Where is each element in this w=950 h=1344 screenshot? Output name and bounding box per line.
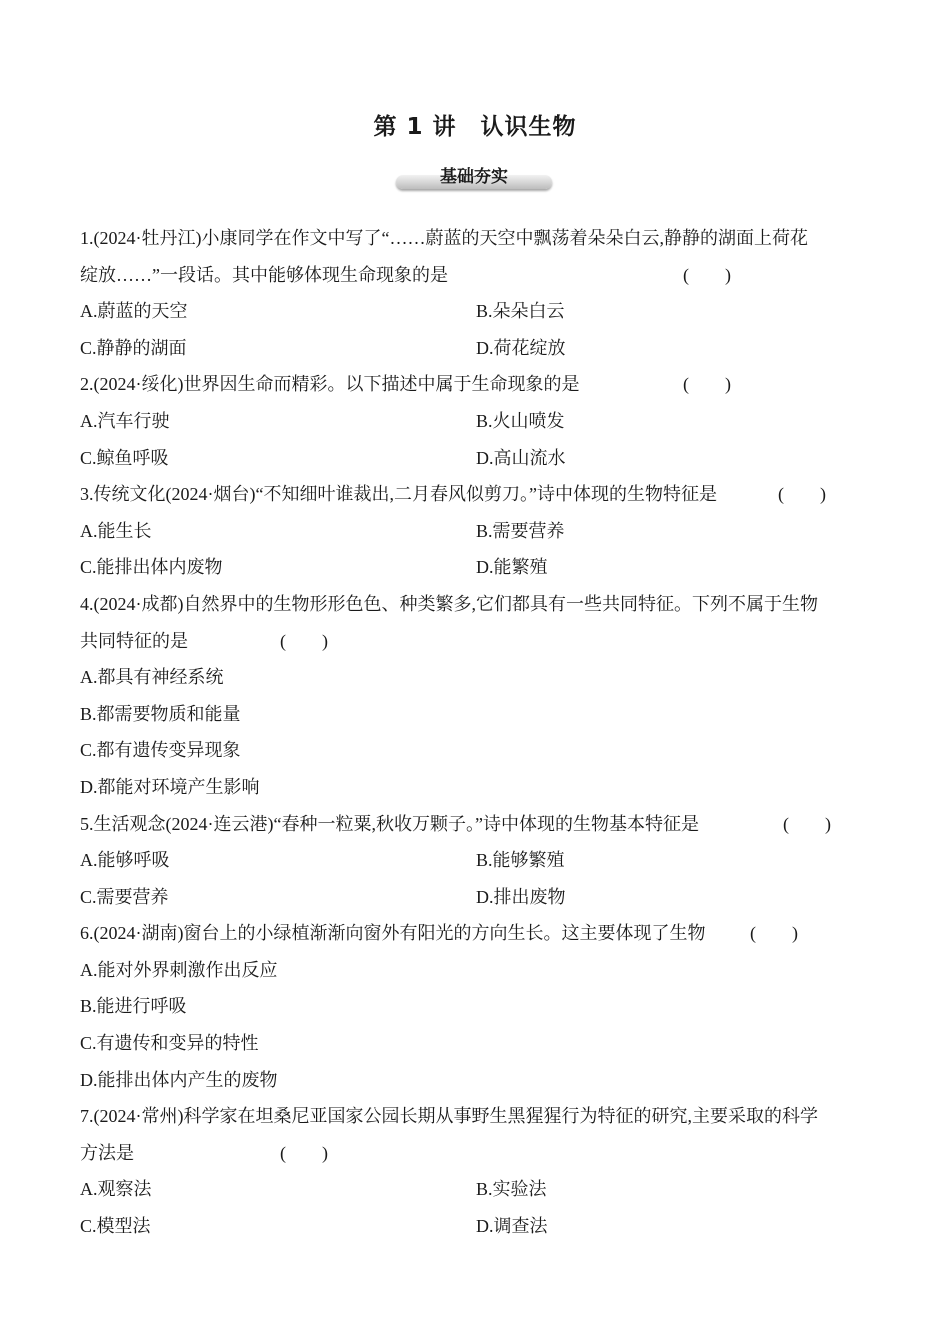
question-3 bbox=[80, 476, 872, 586]
section-badge bbox=[396, 160, 552, 192]
option-7-c[interactable]: C.模型法 bbox=[80, 1216, 151, 1237]
question-1 bbox=[80, 220, 872, 366]
answer-blank-4[interactable]: ( ) bbox=[280, 630, 328, 651]
question-4-line-2: 共同特征的是 bbox=[80, 630, 188, 651]
option-1-b[interactable]: B.朵朵白云 bbox=[476, 301, 565, 322]
question-5-line-1: 5.生活观念(2024·连云港)“春种一粒粟,秋收万颗子。”诗中体现的生物基本特征是 bbox=[80, 813, 699, 834]
question-1-line-1: 1.(2024·牡丹江)小康同学在作文中写了“……蔚蓝的天空中飘荡着朵朵白云,静静的湖面上荷花 bbox=[80, 228, 808, 248]
question-list bbox=[80, 220, 872, 1245]
answer-blank-5[interactable]: ( ) bbox=[783, 813, 831, 834]
answer-blank-3[interactable]: ( ) bbox=[778, 484, 826, 505]
question-4 bbox=[80, 586, 872, 806]
option-1-a[interactable]: A.蔚蓝的天空 bbox=[80, 301, 188, 322]
question-7 bbox=[80, 1098, 872, 1244]
option-2-d[interactable]: D.高山流水 bbox=[476, 447, 566, 468]
question-6 bbox=[80, 915, 872, 1098]
section-title: 基础夯实 bbox=[440, 167, 508, 187]
option-6-b[interactable]: B.能进行呼吸 bbox=[80, 996, 187, 1017]
option-2-a[interactable]: A.汽车行驶 bbox=[80, 410, 170, 431]
question-1-line-2: 绽放……”一段话。其中能够体现生命现象的是 bbox=[80, 264, 448, 285]
option-3-a[interactable]: A.能生长 bbox=[80, 520, 152, 541]
page-title: 第 1 讲 认识生物 bbox=[373, 114, 577, 140]
option-3-b[interactable]: B.需要营养 bbox=[476, 520, 565, 541]
option-6-d[interactable]: D.能排出体内产生的废物 bbox=[80, 1069, 278, 1090]
question-2-line-1: 2.(2024·绥化)世界因生命而精彩。以下描述中属于生命现象的是 bbox=[80, 374, 580, 395]
option-3-d[interactable]: D.能繁殖 bbox=[476, 557, 548, 578]
answer-blank-7[interactable]: ( ) bbox=[280, 1142, 328, 1163]
option-1-c[interactable]: C.静静的湖面 bbox=[80, 337, 187, 358]
question-2 bbox=[80, 366, 872, 476]
option-4-a[interactable]: A.都具有神经系统 bbox=[80, 667, 224, 688]
option-7-d[interactable]: D.调查法 bbox=[476, 1216, 548, 1237]
option-5-b[interactable]: B.能够繁殖 bbox=[476, 850, 565, 871]
option-2-b[interactable]: B.火山喷发 bbox=[476, 410, 565, 431]
option-4-d[interactable]: D.都能对环境产生影响 bbox=[80, 776, 260, 797]
option-6-a[interactable]: A.能对外界刺激作出反应 bbox=[80, 959, 278, 980]
option-5-d[interactable]: D.排出废物 bbox=[476, 886, 566, 907]
option-2-c[interactable]: C.鲸鱼呼吸 bbox=[80, 447, 169, 468]
answer-blank-1[interactable]: ( ) bbox=[683, 264, 731, 285]
question-5 bbox=[80, 806, 872, 916]
answer-blank-2[interactable]: ( ) bbox=[683, 374, 731, 395]
option-4-b[interactable]: B.都需要物质和能量 bbox=[80, 703, 241, 724]
option-5-c[interactable]: C.需要营养 bbox=[80, 886, 169, 907]
question-6-line-1: 6.(2024·湖南)窗台上的小绿植渐渐向窗外有阳光的方向生长。这主要体现了生物 bbox=[80, 923, 706, 944]
question-7-line-1: 7.(2024·常州)科学家在坦桑尼亚国家公园长期从事野生黑猩猩行为特征的研究,主要采取的科学 bbox=[80, 1106, 818, 1127]
option-5-a[interactable]: A.能够呼吸 bbox=[80, 850, 170, 871]
option-3-c[interactable]: C.能排出体内废物 bbox=[80, 557, 223, 578]
question-3-line-1: 3.传统文化(2024·烟台)“不知细叶谁裁出,二月春风似剪刀。”诗中体现的生物特征是 bbox=[80, 484, 717, 505]
question-4-line-1: 4.(2024·成都)自然界中的生物形形色色、种类繁多,它们都具有一些共同特征。下列不属于生物 bbox=[80, 593, 818, 614]
option-1-d[interactable]: D.荷花绽放 bbox=[476, 337, 566, 358]
option-6-c[interactable]: C.有遗传和变异的特性 bbox=[80, 1033, 259, 1054]
question-7-line-2: 方法是 bbox=[80, 1142, 134, 1163]
option-7-b[interactable]: B.实验法 bbox=[476, 1179, 547, 1200]
option-4-c[interactable]: C.都有遗传变异现象 bbox=[80, 740, 241, 761]
option-7-a[interactable]: A.观察法 bbox=[80, 1179, 152, 1200]
answer-blank-6[interactable]: ( ) bbox=[750, 923, 798, 944]
